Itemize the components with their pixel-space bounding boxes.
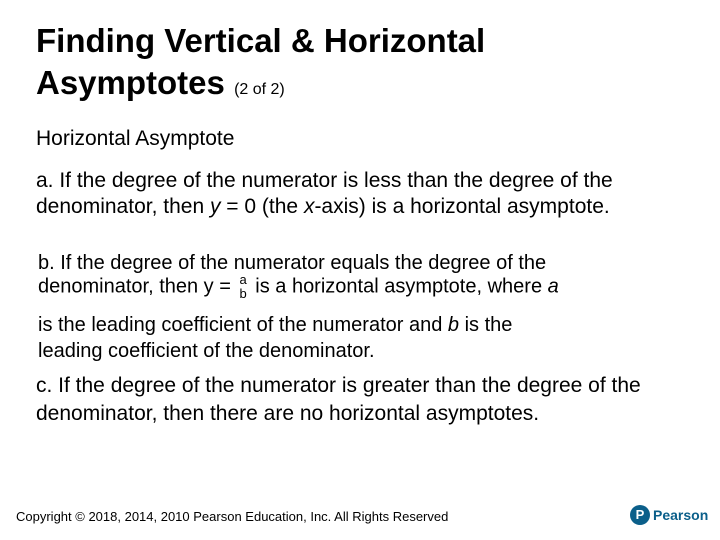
rule-a-paragraph bbox=[36, 168, 686, 220]
pearson-p-icon: P bbox=[630, 505, 650, 525]
rule-b-line-2 bbox=[38, 273, 559, 301]
fraction-denominator: b bbox=[239, 286, 247, 301]
slide-title bbox=[36, 20, 485, 111]
pearson-wordmark: Pearson bbox=[653, 507, 709, 523]
variable-y: y bbox=[209, 195, 221, 218]
rule-a-text-1: a. If the degree of the numerator is less than the degree of the denominator, then bbox=[36, 169, 613, 218]
variable-a: a bbox=[547, 275, 559, 298]
title-part-indicator: (2 of 2) bbox=[234, 81, 285, 98]
rule-b-line-2-text-1: denominator, then y = bbox=[38, 275, 237, 298]
fraction-a-over-b bbox=[239, 273, 246, 301]
title-line-2 bbox=[36, 62, 485, 111]
title-line-1: Finding Vertical & Horizontal bbox=[36, 22, 486, 59]
rule-b-line-3-text-2: is the bbox=[459, 314, 513, 336]
rule-b-line-1: b. If the degree of the numerator equals the degree of the bbox=[38, 252, 547, 274]
title-line-2-text: Asymptotes bbox=[36, 64, 225, 101]
rule-a-text-3: -axis) is a horizontal asymptote. bbox=[314, 195, 610, 218]
variable-b: b bbox=[447, 314, 460, 336]
rule-b-line-3-text-1: is the leading coefficient of the numerator and bbox=[38, 314, 448, 336]
rule-b-line-2-text-2: is a horizontal asymptote, where bbox=[249, 275, 548, 298]
copyright-notice: Copyright © 2018, 2014, 2010 Pearson Education, Inc. All Rights Reserved bbox=[16, 509, 449, 524]
rule-b-line-4: leading coefficient of the denominator. bbox=[38, 340, 375, 362]
rule-c-paragraph: c. If the degree of the numerator is greater than the degree of the denominator, then there are no horizontal asymptotes. bbox=[36, 374, 641, 425]
rule-b-line-3 bbox=[38, 313, 512, 337]
section-heading: Horizontal Asymptote bbox=[36, 127, 235, 150]
rule-a-text-2: = 0 (the bbox=[220, 195, 304, 218]
pearson-logo bbox=[630, 505, 708, 525]
variable-x: x bbox=[303, 195, 315, 218]
fraction-numerator: a bbox=[239, 272, 247, 287]
